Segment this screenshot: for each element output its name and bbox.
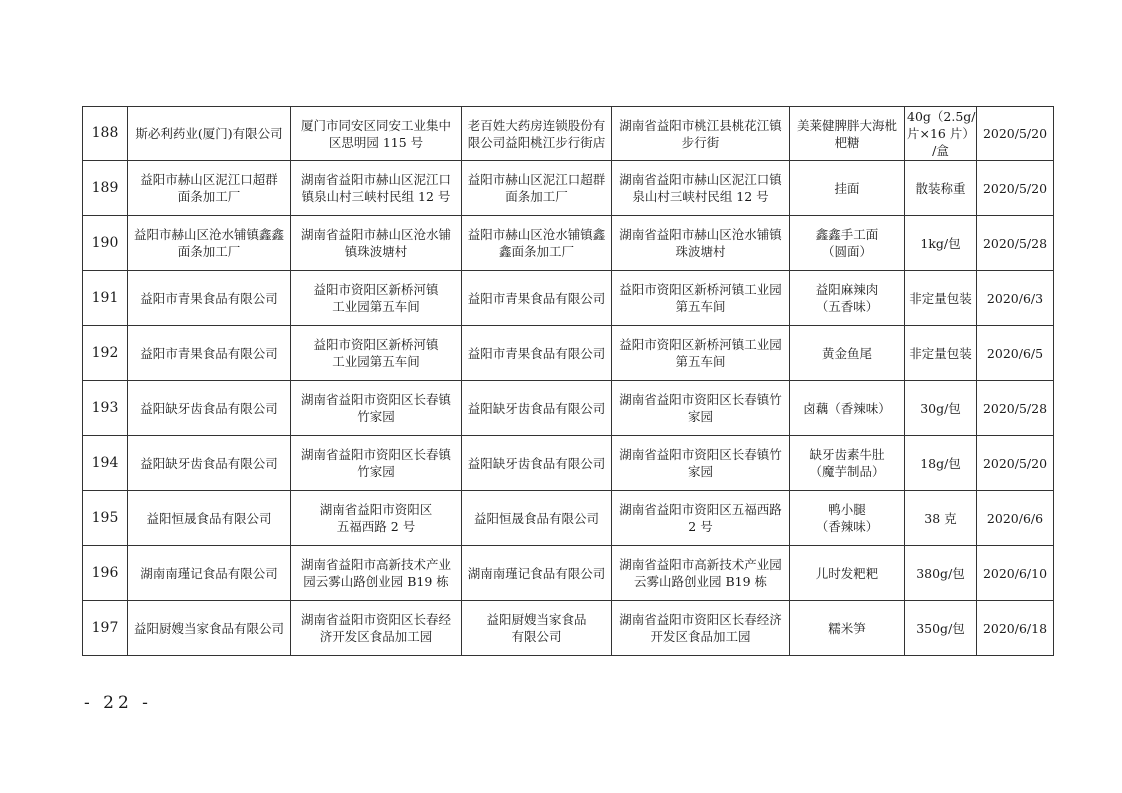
seller-name-line: 老百姓大药房连锁股份有 — [467, 117, 606, 133]
producer-address-cell — [291, 271, 462, 326]
producer-address-cell — [291, 161, 462, 216]
specification-cell — [905, 107, 977, 161]
product-name-cell — [790, 107, 905, 161]
producer-address-line: 湖南省益阳市高新技术产业 — [300, 557, 451, 572]
seller-name-cell — [462, 546, 612, 601]
producer-name-line: 湖南南瑾记食品有限公司 — [140, 565, 278, 581]
producer-name-cell — [128, 271, 291, 326]
seller-name-line: 益阳市赫山区沧水铺镇鑫 — [467, 227, 606, 242]
seller-name-line: 湖南南瑾记食品有限公司 — [467, 565, 606, 581]
producer-address-line: 竹家园 — [357, 464, 395, 479]
product-name-line: 缺牙齿素牛肚 — [809, 447, 885, 462]
table-row — [83, 271, 1054, 326]
production-date-cell: 2020/5/28 — [977, 216, 1054, 271]
seller-name-line: 益阳恒晟食品有限公司 — [473, 510, 599, 526]
product-name-cell — [790, 436, 905, 491]
seller-address-cell — [612, 326, 790, 381]
row-number-cell: 192 — [83, 326, 128, 381]
row-number-cell: 188 — [83, 107, 128, 161]
seller-address-line: 开发区食品加工园 — [650, 629, 751, 644]
product-name-line: 鑫鑫手工面 — [815, 227, 879, 242]
producer-name-cell — [128, 546, 291, 601]
row-number-cell: 193 — [83, 381, 128, 436]
seller-address-line: 珠波塘村 — [675, 244, 726, 259]
specification-cell — [905, 436, 977, 491]
seller-name-line: 限公司益阳桃江步行街店 — [467, 134, 606, 150]
seller-address-line: 云雾山路创业园 B19 栋 — [633, 574, 768, 589]
producer-name-cell — [128, 161, 291, 216]
table-row — [83, 491, 1054, 546]
row-number-cell: 191 — [83, 271, 128, 326]
seller-address-line: 益阳市资阳区新桥河镇工业园 — [619, 337, 782, 352]
product-name-line: （魔芋制品） — [809, 464, 885, 479]
producer-name-cell — [128, 601, 291, 656]
specification-line: 30g/包 — [920, 400, 961, 416]
row-number-cell: 197 — [83, 601, 128, 656]
specification-line: 1kg/包 — [920, 235, 961, 251]
row-number-cell: 194 — [83, 436, 128, 491]
seller-address-line: 益阳市资阳区新桥河镇工业园 — [619, 282, 782, 297]
specification-cell — [905, 491, 977, 546]
specification-line: 非定量包装 — [909, 290, 972, 306]
product-name-line: （五香味） — [815, 299, 879, 314]
row-number-cell: 190 — [83, 216, 128, 271]
seller-address-line: 湖南省益阳市桃江县桃花江镇 — [619, 117, 782, 133]
producer-address-cell — [291, 436, 462, 491]
seller-name-cell — [462, 491, 612, 546]
producer-name-cell — [128, 381, 291, 436]
seller-address-line: 家园 — [687, 409, 713, 424]
producer-address-line: 工业园第五车间 — [332, 299, 420, 314]
seller-name-line: 有限公司 — [511, 629, 562, 644]
seller-name-cell — [462, 107, 612, 161]
seller-name-line: 益阳缺牙齿食品有限公司 — [467, 455, 606, 471]
producer-address-cell — [291, 326, 462, 381]
producer-address-line: 湖南省益阳市资阳区长春经 — [300, 612, 451, 627]
seller-name-cell — [462, 216, 612, 271]
row-number-cell: 196 — [83, 546, 128, 601]
seller-name-cell — [462, 601, 612, 656]
seller-address-cell — [612, 271, 790, 326]
seller-name-line: 面条加工厂 — [505, 189, 568, 204]
seller-name-line: 鑫面条加工厂 — [498, 244, 574, 259]
specification-line: 380g/包 — [916, 565, 965, 581]
production-date-cell: 2020/6/3 — [977, 271, 1054, 326]
row-number-cell: 195 — [83, 491, 128, 546]
product-name-line: 挂面 — [834, 180, 860, 196]
producer-address-line: 竹家园 — [357, 409, 395, 424]
producer-address-line: 湖南省益阳市资阳区 — [319, 502, 433, 517]
producer-address-line: 湖南省益阳市资阳区长春镇 — [300, 392, 451, 407]
seller-address-line: 第五车间 — [675, 299, 726, 314]
inspection-records-table — [82, 106, 1054, 656]
product-name-line: 杷糖 — [834, 134, 860, 150]
specification-cell — [905, 381, 977, 436]
producer-address-cell — [291, 546, 462, 601]
seller-address-cell — [612, 491, 790, 546]
producer-address-line: 湖南省益阳市资阳区长春镇 — [300, 447, 451, 462]
seller-name-line: 益阳厨嫂当家食品 — [486, 612, 587, 627]
production-date-cell: 2020/6/5 — [977, 326, 1054, 381]
seller-address-line: 泉山村三峡村民组 12 号 — [632, 189, 769, 204]
product-name-cell — [790, 546, 905, 601]
seller-name-cell — [462, 271, 612, 326]
producer-address-line: 益阳市资阳区新桥河镇 — [313, 337, 439, 352]
product-name-cell — [790, 271, 905, 326]
producer-address-line: 镇珠波塘村 — [344, 244, 408, 259]
product-name-cell — [790, 216, 905, 271]
producer-name-line: 益阳市赫山区沧水铺镇鑫鑫 — [133, 227, 284, 242]
producer-address-line: 工业园第五车间 — [332, 354, 420, 369]
seller-name-cell — [462, 161, 612, 216]
seller-name-cell — [462, 436, 612, 491]
product-name-line: 美莱健脾胖大海枇 — [796, 117, 897, 133]
producer-name-line: 益阳厨嫂当家食品有限公司 — [133, 620, 284, 636]
specification-line: 18g/包 — [920, 455, 961, 471]
production-date-cell: 2020/5/20 — [977, 107, 1054, 161]
seller-address-line: 第五车间 — [675, 354, 726, 369]
producer-address-line: 厦门市同安区同安工业集中 — [300, 117, 451, 133]
producer-name-line: 益阳缺牙齿食品有限公司 — [140, 400, 278, 416]
production-date-cell: 2020/6/6 — [977, 491, 1054, 546]
seller-address-line: 步行街 — [681, 134, 720, 150]
producer-name-cell — [128, 491, 291, 546]
product-name-line: 儿时发粑粑 — [815, 565, 879, 581]
seller-address-cell — [612, 107, 790, 161]
product-name-line: 黄金鱼尾 — [821, 345, 872, 361]
producer-address-cell — [291, 107, 462, 161]
seller-address-cell — [612, 601, 790, 656]
specification-line: 38 克 — [924, 510, 957, 526]
production-date-cell: 2020/6/18 — [977, 601, 1054, 656]
producer-name-line: 益阳市青果食品有限公司 — [140, 290, 278, 306]
producer-name-cell — [128, 107, 291, 161]
producer-name-line: 益阳市赫山区泥江口超群 — [140, 172, 278, 187]
producer-name-line: 益阳市青果食品有限公司 — [140, 345, 278, 361]
producer-name-line: 益阳缺牙齿食品有限公司 — [140, 455, 278, 471]
product-name-line: 鸭小腿 — [828, 502, 866, 517]
producer-name-cell — [128, 326, 291, 381]
seller-name-line: 益阳市青果食品有限公司 — [467, 290, 606, 306]
seller-address-line: 家园 — [687, 464, 713, 479]
product-name-line: （圆面） — [821, 244, 872, 259]
product-name-cell — [790, 601, 905, 656]
table-row — [83, 161, 1054, 216]
table-body — [83, 107, 1054, 656]
specification-line: 片×16 片） — [907, 126, 975, 141]
producer-name-line: 斯必利药业(厦门)有限公司 — [135, 126, 283, 141]
seller-name-cell — [462, 326, 612, 381]
specification-cell — [905, 601, 977, 656]
producer-address-line: 区思明园 115 号 — [328, 134, 424, 150]
producer-address-line: 镇泉山村三峡村民组 12 号 — [301, 189, 451, 204]
product-name-line: 益阳麻辣肉 — [815, 282, 879, 297]
producer-address-line: 湖南省益阳市赫山区泥江口 — [300, 172, 451, 187]
producer-address-cell — [291, 216, 462, 271]
specification-cell — [905, 216, 977, 271]
producer-address-line: 五福西路 2 号 — [336, 519, 416, 534]
specification-cell — [905, 271, 977, 326]
producer-address-line: 湖南省益阳市赫山区沧水铺 — [300, 227, 451, 242]
seller-address-line: 湖南省益阳市赫山区沧水铺镇 — [619, 227, 782, 242]
table-row — [83, 216, 1054, 271]
page-number: - 22 - — [84, 693, 152, 713]
seller-address-line: 湖南省益阳市资阳区长春镇竹 — [619, 392, 782, 407]
seller-address-cell — [612, 436, 790, 491]
production-date-cell: 2020/6/10 — [977, 546, 1054, 601]
producer-name-line: 益阳恒晟食品有限公司 — [146, 510, 272, 526]
product-name-line: （香辣味） — [815, 519, 879, 534]
table-row — [83, 381, 1054, 436]
specification-cell — [905, 326, 977, 381]
seller-address-cell — [612, 216, 790, 271]
product-name-cell — [790, 326, 905, 381]
seller-address-line: 湖南省益阳市资阳区长春镇竹 — [619, 447, 782, 462]
producer-name-line: 面条加工厂 — [177, 189, 241, 204]
production-date-cell: 2020/5/20 — [977, 161, 1054, 216]
seller-name-line: 益阳市青果食品有限公司 — [467, 345, 606, 361]
producer-address-line: 济开发区食品加工园 — [319, 629, 433, 644]
product-name-cell — [790, 161, 905, 216]
seller-address-cell — [612, 546, 790, 601]
product-name-line: 卤藕（香辣味） — [803, 400, 891, 416]
product-name-cell — [790, 381, 905, 436]
table-row — [83, 107, 1054, 161]
row-number-cell: 189 — [83, 161, 128, 216]
specification-line: 非定量包装 — [909, 345, 972, 361]
table-row — [83, 436, 1054, 491]
producer-address-cell — [291, 491, 462, 546]
producer-address-cell — [291, 601, 462, 656]
table-row — [83, 326, 1054, 381]
specification-cell — [905, 161, 977, 216]
producer-name-line: 面条加工厂 — [177, 244, 241, 259]
seller-address-line: 湖南省益阳市赫山区泥江口镇 — [619, 172, 782, 187]
seller-address-cell — [612, 161, 790, 216]
specification-line: /盒 — [932, 143, 949, 158]
product-name-line: 糯米笋 — [828, 620, 866, 636]
producer-name-cell — [128, 436, 291, 491]
seller-address-line: 湖南省益阳市资阳区长春经济 — [619, 612, 782, 627]
producer-address-line: 益阳市资阳区新桥河镇 — [313, 282, 439, 297]
producer-address-line: 园云雾山路创业园 B19 栋 — [303, 574, 449, 589]
seller-address-line: 湖南省益阳市高新技术产业园 — [619, 557, 782, 572]
producer-address-cell — [291, 381, 462, 436]
seller-name-line: 益阳缺牙齿食品有限公司 — [467, 400, 606, 416]
seller-address-cell — [612, 381, 790, 436]
seller-address-line: 湖南省益阳市资阳区五福西路 — [619, 502, 782, 517]
table-row — [83, 601, 1054, 656]
product-name-cell — [790, 491, 905, 546]
specification-line: 散装称重 — [915, 180, 966, 196]
table-row — [83, 546, 1054, 601]
specification-line: 40g（2.5g/ — [907, 109, 976, 124]
specification-cell — [905, 546, 977, 601]
seller-address-line: 2 号 — [688, 519, 713, 534]
specification-line: 350g/包 — [916, 620, 965, 636]
seller-name-line: 益阳市赫山区泥江口超群 — [467, 172, 606, 187]
production-date-cell: 2020/5/28 — [977, 381, 1054, 436]
seller-name-cell — [462, 381, 612, 436]
producer-name-cell — [128, 216, 291, 271]
production-date-cell: 2020/5/20 — [977, 436, 1054, 491]
